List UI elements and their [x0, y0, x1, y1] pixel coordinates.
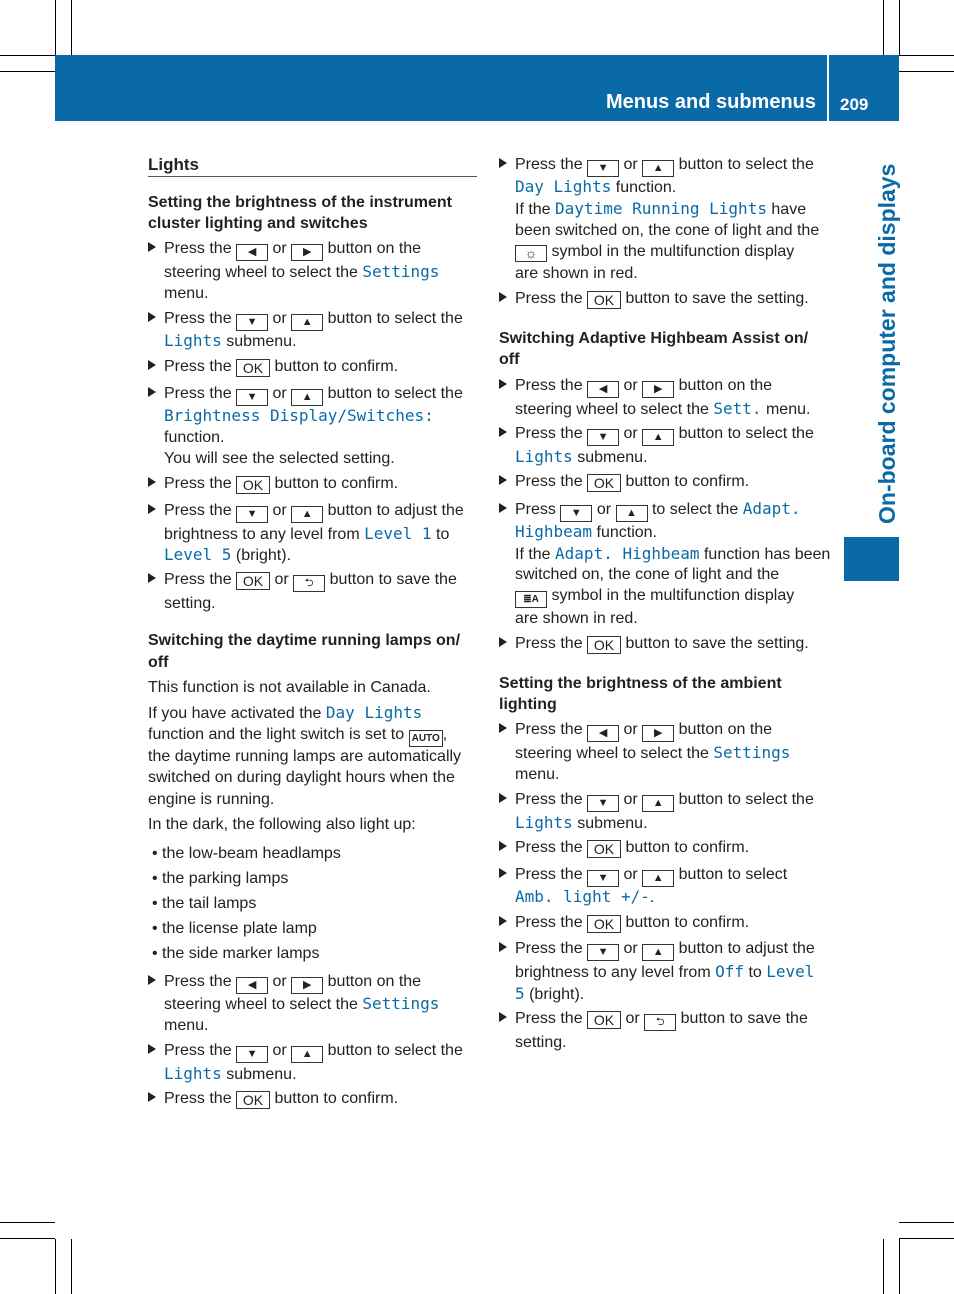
- text-span: Press the: [164, 571, 232, 588]
- text-span: the side marker lamps: [162, 945, 320, 962]
- list-item: [499, 633, 809, 654]
- header-title: Menus and submenus: [605, 91, 816, 113]
- crop-mark: [899, 55, 954, 56]
- crop-mark: [883, 0, 884, 55]
- text-span: or: [623, 721, 638, 738]
- text-span: submenu.: [577, 449, 648, 466]
- text-line: function.: [164, 429, 225, 446]
- list-item: [499, 719, 772, 742]
- text-span: or: [272, 502, 287, 519]
- text-span: symbol in the multifunction display: [551, 587, 795, 604]
- up-arrow-key-icon: ▲: [642, 160, 674, 177]
- text-span: or: [623, 791, 638, 808]
- text-span: If the: [515, 546, 551, 563]
- text-line: [515, 983, 584, 1005]
- text-line: [515, 886, 654, 908]
- text-span: button to save the setting.: [625, 635, 809, 652]
- text-line: [515, 446, 648, 468]
- text-span: Press the: [515, 866, 583, 883]
- bullet-arrow-icon: [499, 427, 507, 437]
- bullet-arrow-icon: [499, 868, 507, 878]
- text-span: Press the: [164, 475, 232, 492]
- right-arrow-key-icon: ▶: [642, 725, 674, 742]
- text-span: or: [272, 385, 287, 402]
- text-line: [148, 724, 447, 747]
- text-span: button to confirm.: [274, 475, 399, 492]
- menu-term: Level 5: [164, 545, 232, 564]
- ok-key-icon: OK: [236, 572, 270, 590]
- text-span: the license plate lamp: [162, 920, 317, 937]
- menu-term: Adapt.: [742, 499, 801, 518]
- text-line: setting.: [164, 595, 216, 612]
- text-span: button to confirm.: [274, 358, 399, 375]
- crop-mark: [883, 1239, 884, 1294]
- list-item: [499, 375, 772, 398]
- text-line: [515, 543, 830, 565]
- menu-term: Lights: [515, 813, 573, 832]
- text-span: or: [623, 866, 638, 883]
- text-span: Press the: [515, 473, 583, 490]
- bullet-arrow-icon: [148, 1092, 156, 1102]
- ok-key-icon: OK: [236, 476, 270, 494]
- ok-key-icon: OK: [587, 840, 621, 858]
- menu-term: Sett.: [713, 399, 762, 418]
- bullet-arrow-icon: [148, 477, 156, 487]
- text-span: submenu.: [577, 815, 648, 832]
- text-span: Press the: [164, 1090, 232, 1107]
- text-span: button to confirm.: [274, 1090, 399, 1107]
- text-span: Press the: [515, 940, 583, 957]
- menu-term: Daytime Running Lights: [555, 199, 767, 218]
- text-line: menu.: [164, 285, 209, 302]
- text-span: steering wheel to select the: [515, 401, 709, 418]
- text-span: symbol in the multifunction display: [551, 243, 795, 260]
- menu-term: Amb. light +/-: [515, 887, 650, 906]
- crop-mark: [0, 1222, 55, 1223]
- text-span: the parking lamps: [162, 870, 289, 887]
- ok-key-icon: OK: [236, 1091, 270, 1109]
- text-span: (bright).: [235, 547, 292, 564]
- crop-mark: [55, 1239, 56, 1294]
- crop-mark: [899, 1239, 900, 1294]
- text-span: Press the: [515, 791, 583, 808]
- bullet-arrow-icon: [499, 292, 507, 302]
- crop-mark: [71, 0, 72, 55]
- text-line: [164, 261, 439, 283]
- up-arrow-key-icon: ▲: [291, 389, 323, 406]
- text-span: or: [272, 973, 287, 990]
- heading: Setting the brightness of the ambient: [499, 675, 782, 692]
- side-tab-label: On-board computer and displays: [874, 163, 900, 524]
- menu-term: Settings: [362, 262, 440, 281]
- bullet-item: • the side marker lamps: [152, 945, 320, 962]
- text-span: the tail lamps: [162, 895, 257, 912]
- text-span: button to select the: [327, 385, 463, 402]
- text-line: menu.: [164, 1017, 209, 1034]
- crop-mark: [0, 1238, 55, 1239]
- text-span: button to confirm.: [625, 839, 750, 856]
- right-arrow-key-icon: ▶: [291, 977, 323, 994]
- menu-term: 5: [515, 984, 525, 1003]
- text-span: Press the: [164, 358, 232, 375]
- ok-key-icon: OK: [587, 291, 621, 309]
- menu-term: Level 1: [364, 524, 432, 543]
- list-item: [499, 837, 749, 858]
- bullet-arrow-icon: [148, 573, 156, 583]
- header-separator: [827, 55, 829, 121]
- text-span: Press the: [515, 377, 583, 394]
- highbeam-assist-symbol-icon: ≣A: [515, 591, 547, 608]
- text-span: button to select the: [678, 425, 814, 442]
- text-span: or: [596, 501, 612, 518]
- list-item: [499, 864, 787, 887]
- heading: off: [148, 654, 169, 671]
- list-item: [148, 500, 464, 523]
- text-span: brightness to any level from: [164, 526, 360, 543]
- text-line: [164, 1063, 297, 1085]
- menu-term: Adapt. Highbeam: [555, 544, 700, 563]
- crop-mark: [899, 1238, 954, 1239]
- menu-term: Highbeam: [515, 522, 593, 541]
- text-span: Press: [515, 501, 556, 518]
- text-span: Press the: [515, 721, 583, 738]
- up-arrow-key-icon: ▲: [642, 795, 674, 812]
- left-arrow-key-icon: ◀: [587, 725, 619, 742]
- heading: cluster lighting and switches: [148, 215, 368, 232]
- menu-term: Lights: [164, 1064, 222, 1083]
- section-title: Lights: [148, 155, 199, 174]
- crop-mark: [899, 1222, 954, 1223]
- text-span: Press the: [515, 914, 583, 931]
- text-span: button on the: [327, 240, 422, 257]
- bullet-arrow-icon: [499, 1012, 507, 1022]
- down-arrow-key-icon: ▼: [587, 160, 619, 177]
- list-item: [499, 154, 814, 177]
- text-span: button to save the setting.: [625, 290, 809, 307]
- bullet-arrow-icon: [499, 475, 507, 485]
- crop-mark: [899, 0, 900, 55]
- heading: Setting the brightness of the instrument: [148, 194, 453, 211]
- text-span: submenu.: [226, 1066, 297, 1083]
- text-span: Press the: [164, 1042, 232, 1059]
- down-arrow-key-icon: ▼: [587, 429, 619, 446]
- up-arrow-key-icon: ▲: [291, 506, 323, 523]
- text-span: or: [623, 940, 638, 957]
- text-span: button on the: [678, 721, 773, 738]
- section-rule: [148, 176, 477, 177]
- down-arrow-key-icon: ▼: [236, 506, 268, 523]
- bullet-item: • the parking lamps: [152, 870, 289, 887]
- list-item: [148, 569, 457, 592]
- bullet-arrow-icon: [148, 360, 156, 370]
- text-span: function has been: [703, 546, 831, 563]
- text-span: or: [623, 156, 638, 173]
- text-span: or: [623, 425, 638, 442]
- text-span: If you have activated the: [148, 705, 322, 722]
- text-span: to: [748, 964, 762, 981]
- crop-mark: [899, 71, 954, 72]
- text-line: You will see the selected setting.: [164, 450, 395, 467]
- list-item: [499, 423, 814, 446]
- back-key-icon: ⮌: [293, 575, 325, 592]
- bullet-arrow-icon: [499, 942, 507, 952]
- left-arrow-key-icon: ◀: [587, 381, 619, 398]
- text-span: steering wheel to select the: [164, 996, 358, 1013]
- text-span: brightness to any level from: [515, 964, 711, 981]
- bullet-item: • the license plate lamp: [152, 920, 317, 937]
- text-line: [164, 523, 449, 545]
- bullet-arrow-icon: [499, 637, 507, 647]
- text-span: Press the: [515, 635, 583, 652]
- text-span: Press the: [164, 385, 232, 402]
- text-line: been switched on, the cone of light and the: [515, 222, 820, 239]
- text-span: steering wheel to select the: [515, 745, 709, 762]
- back-key-icon: ⮌: [644, 1014, 676, 1031]
- text-span: button to confirm.: [625, 914, 750, 931]
- text-span: Press the: [515, 839, 583, 856]
- text-line: engine is running.: [148, 791, 275, 808]
- text-span: or: [274, 571, 289, 588]
- text-span: the low-beam headlamps: [162, 845, 341, 862]
- menu-term: Lights: [515, 447, 573, 466]
- text-span: button to select the: [678, 791, 814, 808]
- bullet-arrow-icon: [148, 312, 156, 322]
- bullet-arrow-icon: [499, 841, 507, 851]
- text-span: button to select the: [327, 1042, 463, 1059]
- text-span: button on the: [678, 377, 773, 394]
- down-arrow-key-icon: ▼: [587, 944, 619, 961]
- menu-term: Settings: [362, 994, 440, 1013]
- text-line: the daytime running lamps are automatically: [148, 748, 462, 765]
- text-span: or: [625, 1010, 640, 1027]
- up-arrow-key-icon: ▲: [642, 429, 674, 446]
- text-line: switched on, the cone of light and the: [515, 566, 780, 583]
- text-line: [515, 241, 794, 262]
- text-span: Press the: [164, 310, 232, 327]
- down-arrow-key-icon: ▼: [236, 314, 268, 331]
- text-span: menu.: [765, 401, 811, 418]
- text-span: Press the: [164, 502, 232, 519]
- down-arrow-key-icon: ▼: [587, 795, 619, 812]
- text-line: [148, 702, 422, 724]
- menu-term: Day Lights: [515, 177, 612, 196]
- ok-key-icon: OK: [587, 1011, 621, 1029]
- text-span: Press the: [515, 290, 583, 307]
- text-line: [515, 398, 810, 420]
- text-line: [515, 742, 790, 764]
- text-line: [164, 993, 439, 1015]
- text-span: button to save the: [680, 1010, 808, 1027]
- text-span: Press the: [515, 1010, 583, 1027]
- text-span: function and the light switch is set to: [148, 726, 405, 743]
- up-arrow-key-icon: ▲: [291, 314, 323, 331]
- text-span: Press the: [515, 425, 583, 442]
- menu-term: Level: [766, 962, 815, 981]
- up-arrow-key-icon: ▲: [616, 505, 648, 522]
- daytime-lights-symbol-icon: ☼: [515, 245, 547, 262]
- heading: off: [499, 351, 520, 368]
- bullet-arrow-icon: [148, 1044, 156, 1054]
- ok-key-icon: OK: [587, 915, 621, 933]
- down-arrow-key-icon: ▼: [236, 389, 268, 406]
- text-span: have: [771, 201, 807, 218]
- text-line: [164, 544, 291, 566]
- list-item: [148, 308, 463, 331]
- list-item: [499, 789, 814, 812]
- list-item: [148, 1088, 398, 1109]
- ok-key-icon: OK: [236, 359, 270, 377]
- text-span: to select the: [651, 501, 739, 518]
- text-span: submenu.: [226, 333, 297, 350]
- text-line: switched on during daylight hours when the: [148, 769, 455, 786]
- text-line: [515, 176, 676, 198]
- crop-mark: [0, 71, 55, 72]
- down-arrow-key-icon: ▼: [560, 505, 592, 522]
- text-span: or: [623, 377, 638, 394]
- menu-term: Off: [715, 962, 745, 981]
- left-arrow-key-icon: ◀: [236, 977, 268, 994]
- up-arrow-key-icon: ▲: [642, 870, 674, 887]
- crop-mark: [0, 55, 55, 56]
- text-span: or: [272, 1042, 287, 1059]
- heading: lighting: [499, 696, 557, 713]
- text-span: or: [272, 310, 287, 327]
- text-span: button to adjust the: [678, 940, 815, 957]
- bullet-arrow-icon: [499, 916, 507, 926]
- text-span: Press the: [164, 240, 232, 257]
- up-arrow-key-icon: ▲: [291, 1046, 323, 1063]
- list-item: [148, 473, 398, 494]
- heading: Switching the daytime running lamps on/: [148, 632, 461, 649]
- list-item: [499, 288, 809, 309]
- heading: Switching Adaptive Highbeam Assist on/: [499, 330, 809, 347]
- list-item: [499, 912, 749, 933]
- ok-key-icon: OK: [587, 474, 621, 492]
- text-line: setting.: [515, 1034, 567, 1051]
- up-arrow-key-icon: ▲: [642, 944, 674, 961]
- right-arrow-key-icon: ▶: [642, 381, 674, 398]
- list-item: [148, 383, 463, 406]
- side-tab-block: [844, 537, 899, 581]
- bullet-item: • the tail lamps: [152, 895, 257, 912]
- auto-switch-icon: AUTO: [409, 730, 443, 747]
- crop-mark: [55, 0, 56, 55]
- text-span: button on the: [327, 973, 422, 990]
- list-item: [148, 238, 421, 261]
- page-number: 209: [840, 95, 869, 114]
- menu-term: Settings: [713, 743, 791, 762]
- text-line: [164, 330, 297, 352]
- text-line: are shown in red.: [515, 265, 638, 282]
- text-line: are shown in red.: [515, 610, 638, 627]
- right-arrow-key-icon: ▶: [291, 244, 323, 261]
- bullet-arrow-icon: [499, 793, 507, 803]
- menu-term: Day Lights: [325, 703, 423, 722]
- text-span: Press the: [164, 973, 232, 990]
- text-span: button to select the: [678, 156, 814, 173]
- text-span: button to adjust the: [327, 502, 464, 519]
- text-line: [515, 812, 648, 834]
- crop-mark: [71, 1239, 72, 1294]
- text-span: button to select the: [327, 310, 463, 327]
- down-arrow-key-icon: ▼: [587, 870, 619, 887]
- bullet-item: • the low-beam headlamps: [152, 845, 341, 862]
- text-span: button to save the: [329, 571, 457, 588]
- bullet-arrow-icon: [499, 379, 507, 389]
- text-span: ,: [442, 726, 448, 743]
- list-item: [499, 1008, 808, 1031]
- bullet-arrow-icon: [499, 723, 507, 733]
- text-span: .: [649, 889, 655, 906]
- text-span: (bright).: [529, 986, 585, 1003]
- text-span: function.: [615, 179, 677, 196]
- menu-term: Brightness Display/Switches:: [164, 406, 434, 425]
- text-line: menu.: [515, 766, 560, 783]
- bullet-arrow-icon: [148, 387, 156, 397]
- text-line: [515, 198, 806, 220]
- list-item: [499, 938, 815, 961]
- text-line: In the dark, the following also light up:: [148, 816, 416, 833]
- bullet-arrow-icon: [499, 158, 507, 168]
- bullet-arrow-icon: [148, 975, 156, 985]
- bullet-arrow-icon: [148, 504, 156, 514]
- bullet-arrow-icon: [499, 503, 507, 513]
- ok-key-icon: OK: [587, 636, 621, 654]
- list-item: [148, 356, 398, 377]
- text-span: button to select: [678, 866, 788, 883]
- text-line: [515, 585, 794, 608]
- text-span: If the: [515, 201, 551, 218]
- text-line: [515, 521, 657, 543]
- text-span: to: [436, 526, 450, 543]
- text-span: or: [272, 240, 287, 257]
- text-span: function.: [596, 524, 657, 541]
- bullet-arrow-icon: [148, 242, 156, 252]
- down-arrow-key-icon: ▼: [236, 1046, 268, 1063]
- list-item: [499, 471, 749, 492]
- text-span: steering wheel to select the: [164, 264, 358, 281]
- menu-term: Lights: [164, 331, 222, 350]
- paragraph: This function is not available in Canada.: [148, 679, 431, 696]
- list-item: [499, 498, 800, 522]
- list-item: [148, 971, 421, 994]
- text-span: button to confirm.: [625, 473, 750, 490]
- list-item: [148, 1040, 463, 1063]
- text-line: [515, 961, 814, 983]
- text-span: Press the: [515, 156, 583, 173]
- left-arrow-key-icon: ◀: [236, 244, 268, 261]
